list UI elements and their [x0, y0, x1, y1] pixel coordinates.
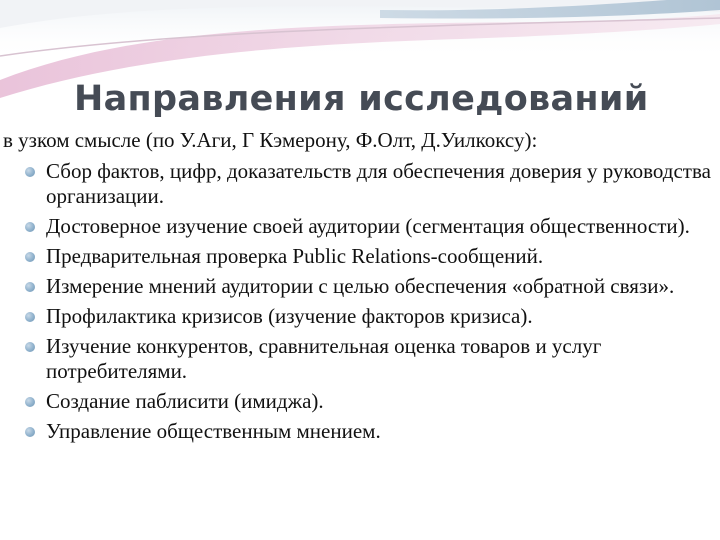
- list-item-text: Профилактика кризисов (изучение факторов кризиса).: [46, 304, 533, 328]
- list-item-text: Сбор фактов, цифр, доказательств для обеспечения доверия у руководства организации.: [46, 159, 711, 208]
- list-item-text: Создание паблисити (имиджа).: [46, 389, 324, 413]
- bullet-icon: [25, 167, 35, 177]
- bullet-icon: [25, 282, 35, 292]
- list-item: [0, 389, 712, 414]
- list-item-text: Измерение мнений аудитории с целью обеспечения «обратной связи».: [46, 274, 675, 298]
- list-item-text: Предварительная проверка Public Relations-сообщений.: [46, 244, 544, 268]
- list-item: [0, 274, 712, 299]
- slide-title: Направления исследований: [74, 79, 649, 119]
- intro-text: в узком смысле (по У.Аги, Г Кэмерону, Ф.Олт, Д.Уилкоксу):: [3, 128, 538, 152]
- bullet-icon: [25, 222, 35, 232]
- bullet-icon: [25, 342, 35, 352]
- list-item: [0, 214, 712, 239]
- list-item: [0, 159, 712, 209]
- list-item: [0, 419, 712, 444]
- bullet-icon: [25, 397, 35, 407]
- list-item: [0, 304, 712, 329]
- list-item: [0, 334, 712, 384]
- bullet-icon: [25, 252, 35, 262]
- list-item-text: Достоверное изучение своей аудитории (сегментация общественности).: [46, 214, 690, 238]
- list-item-text: Управление общественным мнением.: [46, 419, 381, 443]
- list-item: [0, 244, 712, 269]
- bullet-icon: [25, 312, 35, 322]
- bullet-icon: [25, 427, 35, 437]
- list-item-text: Изучение конкурентов, сравнительная оценка товаров и услуг потребителями.: [46, 334, 602, 383]
- research-directions-list: [0, 159, 712, 449]
